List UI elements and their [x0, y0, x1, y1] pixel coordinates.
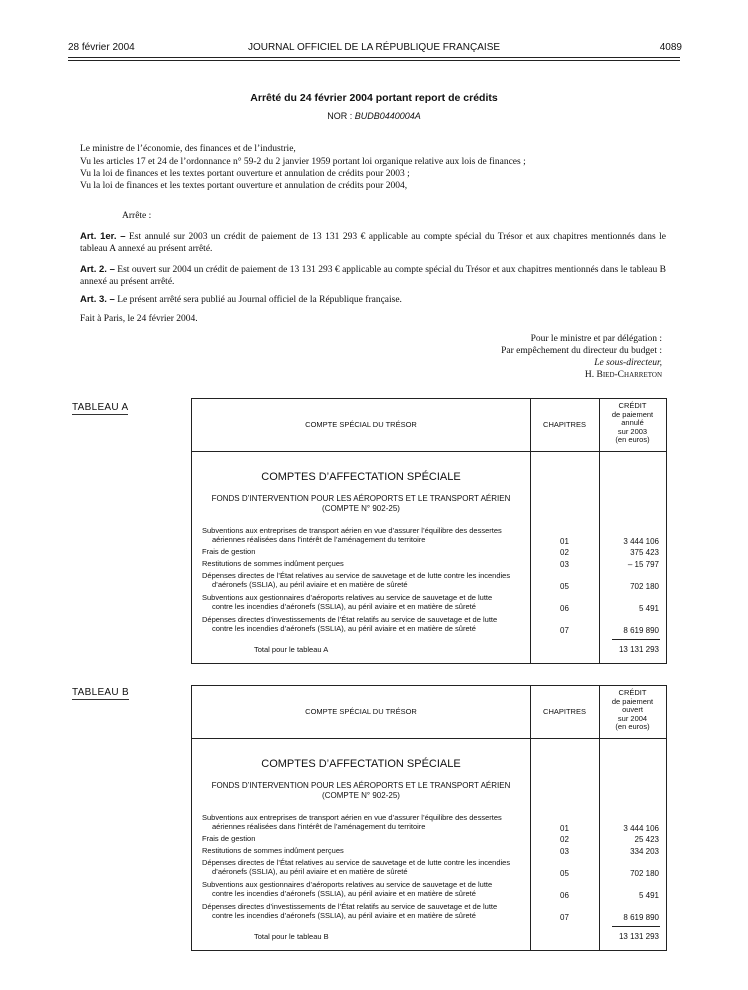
- row-code: 01: [560, 824, 569, 833]
- row-value: 5 491: [638, 604, 659, 613]
- row-value: – 15 797: [627, 560, 659, 569]
- row-value: 3 444 106: [623, 824, 659, 833]
- header-credit: [599, 402, 666, 445]
- row-value: 334 203: [630, 847, 659, 856]
- row-code: 05: [560, 582, 569, 591]
- total-label: Total pour le tableau B: [254, 932, 329, 941]
- preamble-line: Le ministre de l’économie, des finances et de l’industrie,: [80, 144, 296, 154]
- fonds-title: [192, 781, 530, 801]
- section-title: COMPTES D’AFFECTATION SPÉCIALE: [261, 758, 461, 770]
- header-date: 28 février 2004: [68, 42, 135, 53]
- row-code: 02: [560, 548, 569, 557]
- table-row: [202, 559, 528, 568]
- signature-line-2: Par empêchement du directeur du budget :: [501, 346, 662, 356]
- article-3: [80, 294, 666, 306]
- row-value: 8 619 890: [623, 626, 659, 635]
- row-desc: contre les incendies d’aéronefs (SSLIA), au péril aviaire et en matière de sûreté: [212, 889, 476, 898]
- header-credit-line: sur 2003: [617, 426, 648, 436]
- preamble-line: Vu les articles 17 et 24 de l’ordonnance n° 59-2 du 2 janvier 1959 portant loi organique relative aux lois de finances ;: [80, 157, 526, 167]
- total-label: Total pour le tableau A: [254, 645, 329, 654]
- header-credit-line: CRÉDIT: [618, 688, 647, 697]
- table-row: [202, 571, 528, 589]
- tableau-a-label: TABLEAU A: [72, 402, 129, 413]
- row-code: 06: [560, 891, 569, 900]
- row-desc: aériennes réalisées dans l’intérêt de l’aménagement du territoire: [212, 535, 426, 544]
- row-desc: Subventions aux entreprises de transport aérien en vue d’assurer l’équilibre des dessertes: [202, 526, 502, 535]
- header-chapitres: CHAPITRES: [543, 707, 586, 716]
- header-credit-line: de paiement: [611, 696, 654, 706]
- signature-line-1: Pour le ministre et par délégation :: [530, 334, 662, 344]
- article-1: [80, 231, 666, 255]
- tableau-a: [191, 398, 667, 664]
- header-page-number: 4089: [659, 42, 682, 53]
- row-desc: Frais de gestion: [202, 547, 256, 556]
- row-desc: Dépenses directes d’investissements de l’État relatifs au service de sauvetage et de lutte: [202, 902, 498, 911]
- row-desc: Restitutions de sommes indûment perçues: [202, 846, 344, 855]
- table-row: [202, 902, 528, 920]
- table-row: [202, 615, 528, 633]
- tableau-b: [191, 685, 667, 951]
- row-code: 07: [560, 626, 569, 635]
- signature-name: H. Bied-Charreton: [584, 370, 662, 380]
- total-value: 13 131 293: [618, 645, 659, 654]
- row-code: 02: [560, 835, 569, 844]
- tableau-b-label: TABLEAU B: [72, 687, 129, 698]
- article-text: Est annulé sur 2003 un crédit de paiement de 13 131 293 € applicable au compte spécial du Trésor et aux chapitres mentionnés dans le tableau A annexé au présent arrêté.: [80, 232, 667, 254]
- row-code: 06: [560, 604, 569, 613]
- nor-code: BUDB0440004A: [354, 111, 421, 121]
- row-desc: Subventions aux entreprises de transport aérien en vue d’assurer l’équilibre des dessertes: [202, 813, 502, 822]
- row-code: 05: [560, 869, 569, 878]
- total-rule: [612, 926, 660, 927]
- header-rule: [68, 57, 680, 58]
- column-divider: [530, 399, 531, 663]
- header-journal: JOURNAL OFFICIEL DE LA RÉPUBLIQUE FRANÇAISE: [247, 42, 501, 53]
- row-code: 03: [560, 847, 569, 856]
- row-desc: Restitutions de sommes indûment perçues: [202, 559, 344, 568]
- header-compte: COMPTE SPÉCIAL DU TRÉSOR: [305, 707, 417, 716]
- header-credit-line: ouvert: [622, 705, 643, 714]
- table-row: [202, 526, 528, 544]
- fonds-line: (COMPTE N° 902-25): [322, 504, 400, 513]
- table-row: [202, 547, 528, 556]
- fonds-line: FONDS D’INTERVENTION POUR LES AÉROPORTS ET LE TRANSPORT AÉRIEN: [211, 781, 511, 790]
- signature-line-3: Le sous-directeur,: [594, 358, 662, 368]
- row-desc: Frais de gestion: [202, 834, 256, 843]
- row-value: 25 423: [634, 835, 659, 844]
- row-code: 07: [560, 913, 569, 922]
- row-desc: contre les incendies d’aéronefs (SSLIA), au péril aviaire et en matière de sûreté: [212, 624, 476, 633]
- row-desc: contre les incendies d’aéronefs (SSLIA), au péril aviaire et en matière de sûreté: [212, 602, 476, 611]
- header-credit: [599, 689, 666, 732]
- article-text: Est ouvert sur 2004 un crédit de paiement de 13 131 293 € applicable au compte spécial du Trésor et aux chapitres mentionnés dans le tableau B annexé au présent arrêté.: [80, 265, 667, 287]
- section-title: COMPTES D’AFFECTATION SPÉCIALE: [261, 471, 461, 483]
- nor-label: NOR :: [327, 111, 353, 121]
- header-credit-line: sur 2004: [617, 713, 648, 723]
- header-compte: COMPTE SPÉCIAL DU TRÉSOR: [305, 420, 417, 429]
- header-credit-line: (en euros): [615, 722, 650, 731]
- arrete-heading: Arrête :: [122, 211, 152, 221]
- header-credit-line: de paiement: [611, 409, 654, 419]
- header-chapitres: CHAPITRES: [543, 420, 586, 429]
- row-desc: Subventions aux gestionnaires d’aéroports relatives au service de sauvetage et de lutte: [202, 593, 493, 602]
- fonds-line: (COMPTE N° 902-25): [322, 791, 400, 800]
- article-2: [80, 264, 666, 288]
- row-desc: aériennes réalisées dans l’intérêt de l’aménagement du territoire: [212, 822, 426, 831]
- table-row: [202, 593, 528, 611]
- preamble-line: Vu la loi de finances et les textes portant ouverture et annulation de crédits pour 2003 ;: [80, 169, 410, 179]
- header-credit-line: annulé: [621, 418, 644, 427]
- row-value: 8 619 890: [623, 913, 659, 922]
- header-credit-line: (en euros): [615, 435, 650, 444]
- table-row: [202, 846, 528, 855]
- fonds-title: [192, 494, 530, 514]
- row-desc: d’aéronefs (SSLIA), au péril aviaire et en matière de sûreté: [212, 580, 408, 589]
- row-desc: Dépenses directes de l’État relatives au service de sauvetage et de lutte contre les incendies: [202, 858, 511, 867]
- article-label: Art. 2. –: [80, 264, 115, 275]
- preamble-line: Vu la loi de finances et les textes portant ouverture et annulation de crédits pour 2004,: [80, 181, 408, 191]
- row-desc: Dépenses directes d’investissements de l’État relatifs au service de sauvetage et de lutte: [202, 615, 498, 624]
- header-credit-line: CRÉDIT: [618, 401, 647, 410]
- header-rule-2: [68, 60, 680, 61]
- article-label: Art. 1er. –: [80, 231, 126, 242]
- fait-a-paris: Fait à Paris, le 24 février 2004.: [80, 314, 198, 324]
- table-row: [202, 858, 528, 876]
- row-desc: Dépenses directes de l’État relatives au service de sauvetage et de lutte contre les incendies: [202, 571, 511, 580]
- total-value: 13 131 293: [618, 932, 659, 941]
- row-desc: Subventions aux gestionnaires d’aéroports relatives au service de sauvetage et de lutte: [202, 880, 493, 889]
- row-value: 702 180: [630, 869, 659, 878]
- column-divider: [530, 686, 531, 950]
- article-label: Art. 3. –: [80, 294, 115, 305]
- article-text: Le présent arrêté sera publié au Journal officiel de la République française.: [117, 295, 402, 305]
- fonds-line: FONDS D’INTERVENTION POUR LES AÉROPORTS ET LE TRANSPORT AÉRIEN: [211, 494, 511, 503]
- row-value: 5 491: [638, 891, 659, 900]
- table-row: [202, 813, 528, 831]
- row-code: 03: [560, 560, 569, 569]
- row-value: 375 423: [630, 548, 659, 557]
- row-desc: contre les incendies d’aéronefs (SSLIA), au péril aviaire et en matière de sûreté: [212, 911, 476, 920]
- document-title: Arrêté du 24 février 2004 portant report de crédits: [250, 92, 498, 104]
- row-desc: d’aéronefs (SSLIA), au péril aviaire et en matière de sûreté: [212, 867, 408, 876]
- total-rule: [612, 639, 660, 640]
- row-value: 702 180: [630, 582, 659, 591]
- row-code: 01: [560, 537, 569, 546]
- table-row: [202, 834, 528, 843]
- row-value: 3 444 106: [623, 537, 659, 546]
- nor-reference: [0, 111, 748, 121]
- table-row: [202, 880, 528, 898]
